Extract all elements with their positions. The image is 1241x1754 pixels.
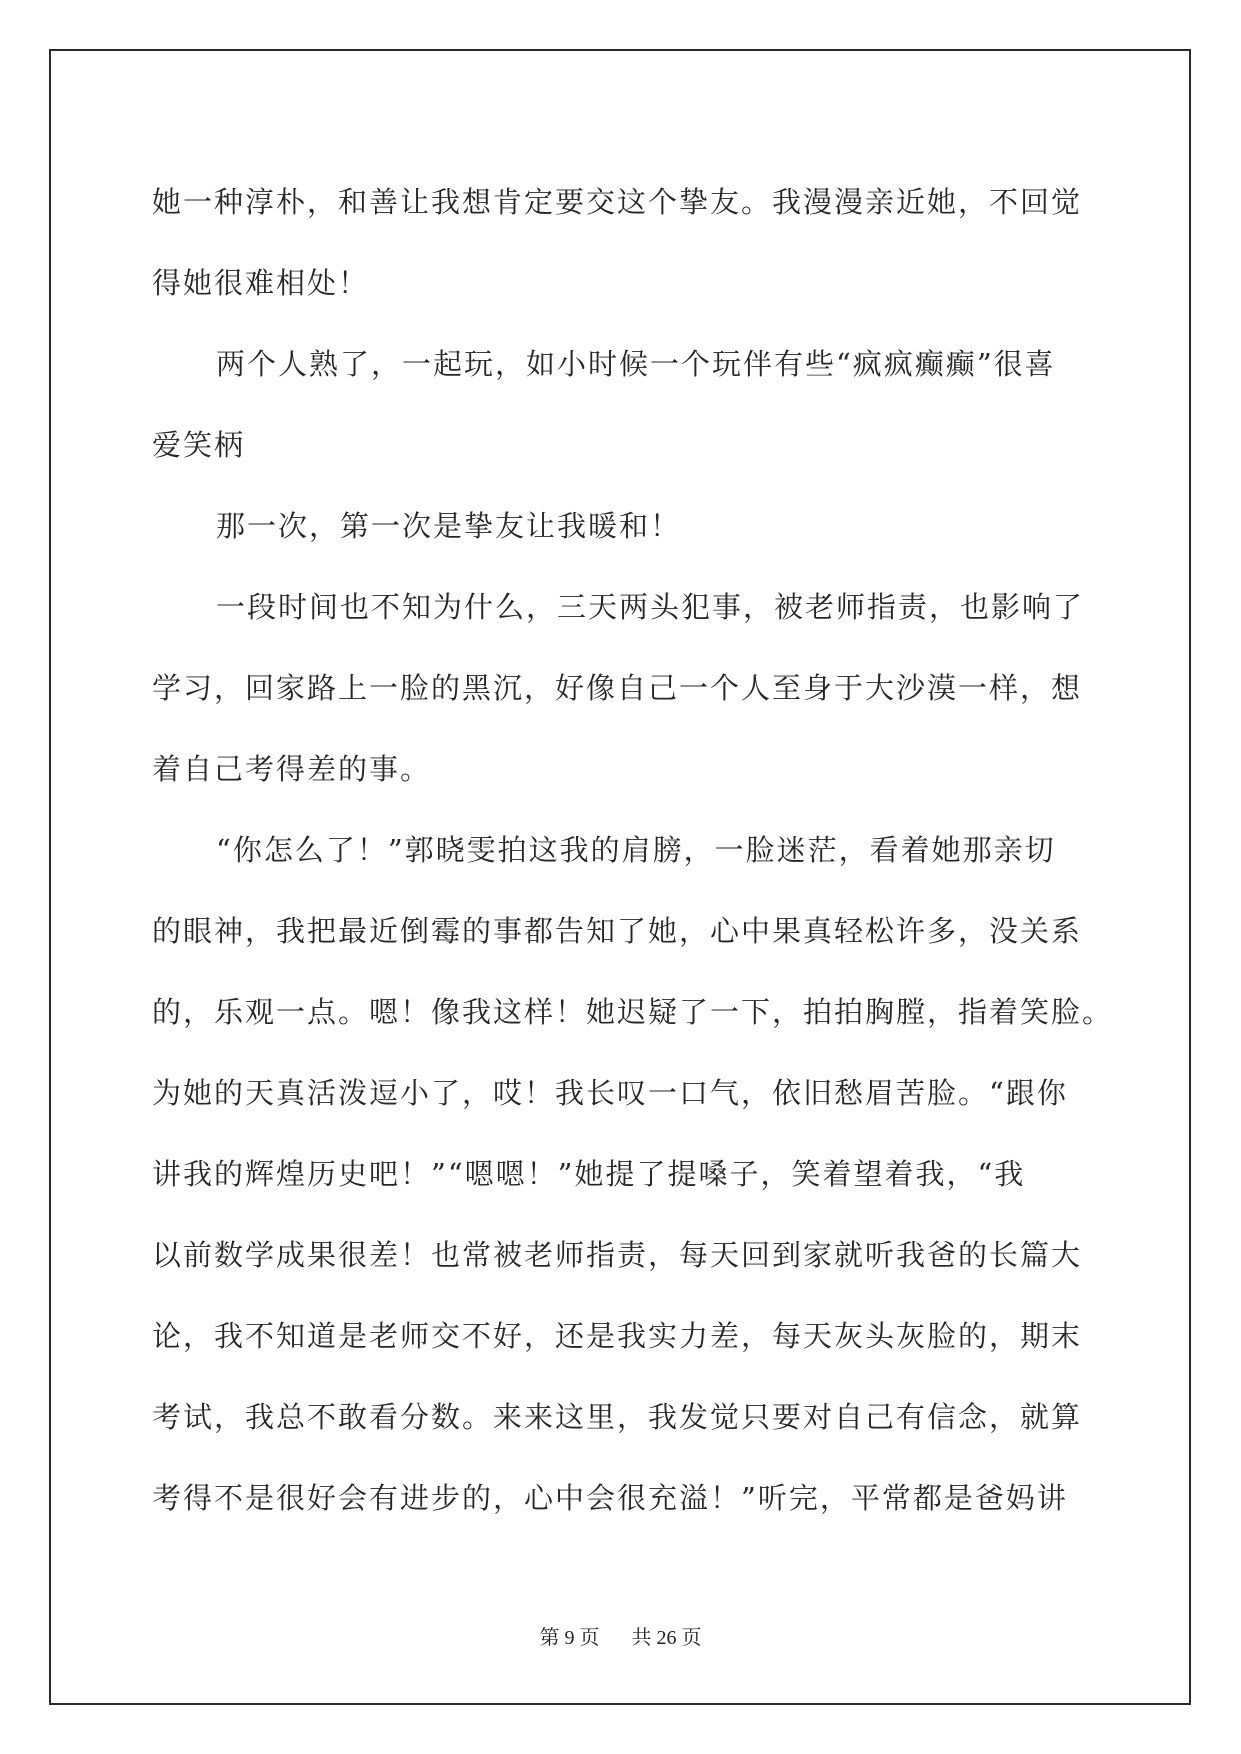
text-line: 学习，回家路上一脸的黑沉，好像自己一个人至身于大沙漠一样，想 (152, 671, 1083, 705)
text-line: 论，我不知道是老师交不好，还是我实力差，每天灰头灰脸的，期末 (152, 1319, 1083, 1353)
text-line: 爱笑柄 (152, 428, 246, 462)
page-number: 9 (564, 1627, 575, 1649)
total-pages: 26 (656, 1627, 677, 1649)
text-line: 的，乐观一点。嗯！像我这样！她迟疑了一下，拍拍胸膛，指着笑脸。 (152, 995, 1114, 1029)
text-line: 为她的天真活泼逗小了，哎！我长叹一口气，依旧愁眉苦脸。“跟你 (152, 1076, 1068, 1110)
text-line: 两个人熟了，一起玩，如小时候一个玩伴有些“疯疯癫癫”很喜 (216, 347, 1056, 381)
text-line: 讲我的辉煌历史吧！”“嗯嗯！”她提了提嗓子，笑着望着我，“我 (152, 1157, 1026, 1191)
text-line: 以前数学成果很差！也常被老师指责，每天回到家就听我爸的长篇大 (152, 1238, 1083, 1272)
text-line: 考得不是很好会有进步的，心中会很充溢！”听完，平常都是爸妈讲 (152, 1481, 1068, 1515)
text-line: 她一种淳朴，和善让我想肯定要交这个挚友。我漫漫亲近她，不回觉 (152, 185, 1083, 219)
page-suffix: 页 (579, 1627, 600, 1649)
total-suffix: 页 (681, 1627, 702, 1649)
text-line: 那一次，第一次是挚友让我暖和！ (216, 509, 682, 543)
text-line: “你怎么了！”郭晓雯拍这我的肩膀，一脸迷茫，看着她那亲切 (216, 833, 1056, 867)
page-footer (0, 1621, 1241, 1650)
text-line: 的眼神，我把最近倒霉的事都告知了她，心中果真轻松许多，没关系 (152, 914, 1083, 948)
text-line: 一段时间也不知为什么，三天两头犯事，被老师指责，也影响了 (216, 590, 1085, 624)
text-line: 着自己考得差的事。 (152, 752, 432, 786)
total-label: 共 (631, 1627, 652, 1649)
page-label: 第 (539, 1627, 560, 1649)
document-body (152, 162, 1114, 1539)
text-line: 考试，我总不敢看分数。来来这里，我发觉只要对自己有信念，就算 (152, 1400, 1083, 1434)
text-line: 得她很难相处！ (152, 266, 370, 300)
